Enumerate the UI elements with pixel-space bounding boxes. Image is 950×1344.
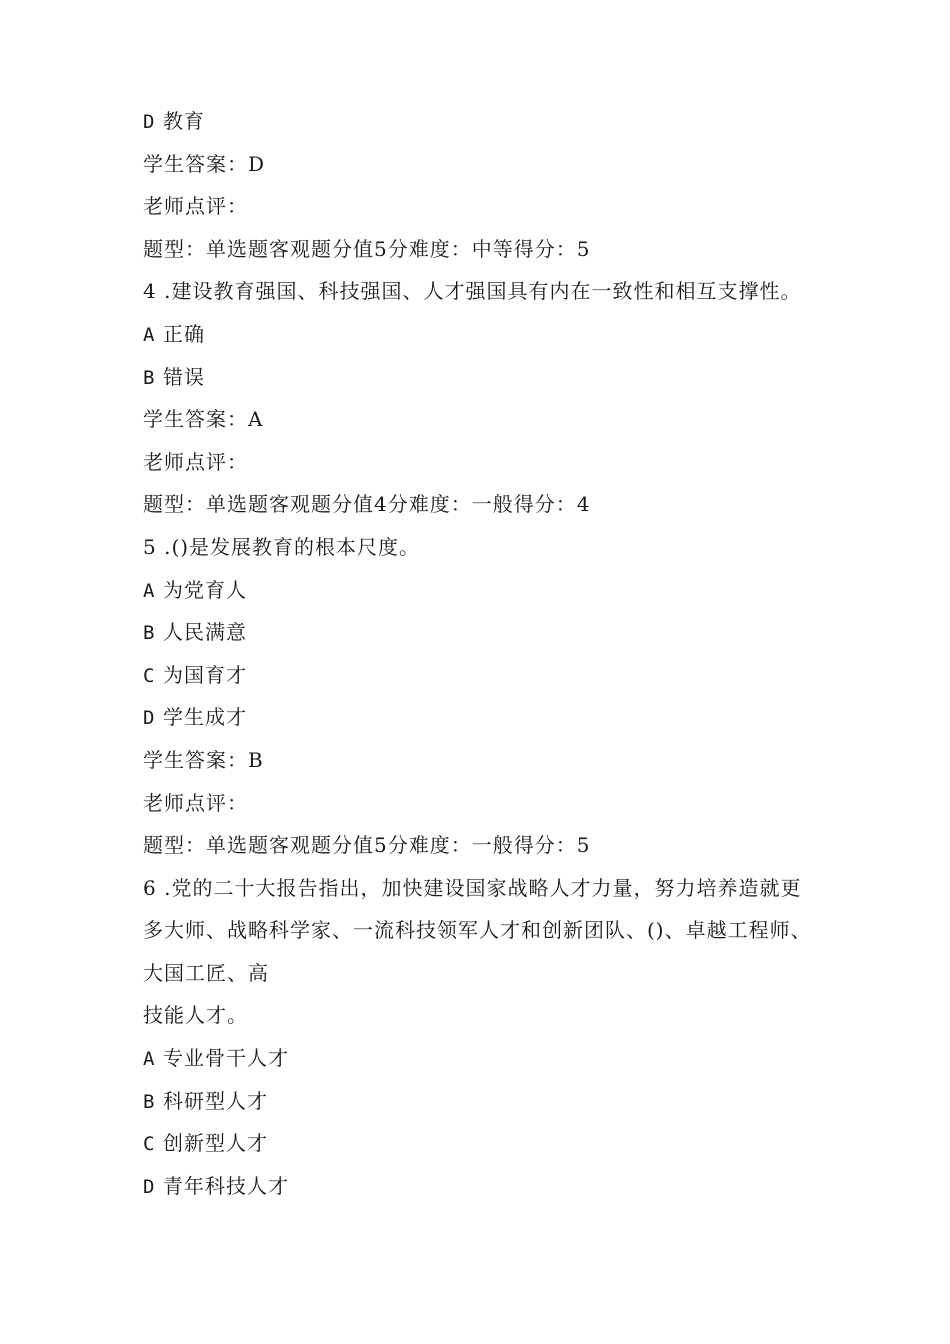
- answer-option: [143, 611, 823, 654]
- text-line: 题型：单选题客观题分值5分难度：一般得分：5: [143, 833, 591, 858]
- option-text: 青年科技人才: [163, 1173, 289, 1198]
- answer-option: [143, 356, 823, 399]
- answer-option: [143, 696, 823, 739]
- answer-option: [143, 1122, 823, 1165]
- text-line: 学生答案：A: [143, 407, 264, 432]
- text-line: 老师点评：: [143, 194, 248, 219]
- answer-option: [143, 1037, 823, 1080]
- text-line: 题型：单选题客观题分值4分难度：一般得分：4: [143, 492, 591, 517]
- option-text: 错误: [163, 364, 205, 389]
- option-text: 教育: [163, 109, 205, 133]
- text-line: 老师点评：: [143, 449, 248, 474]
- answer-option: [143, 569, 823, 612]
- answer-option: [143, 1165, 823, 1208]
- text-line: 5 .()是发展教育的根本尺度。: [143, 534, 421, 559]
- text-line: 技能人才。: [143, 1003, 248, 1028]
- option-text: 人民满意: [163, 620, 247, 645]
- answer-option: [143, 313, 823, 356]
- answer-option: [143, 1080, 823, 1123]
- option-text: 学生成才: [163, 705, 247, 730]
- option-letter: D: [143, 111, 156, 133]
- text-line: 4 .建设教育强国、科技强国、人才强国具有内在一致性和相互支撑性。: [143, 279, 802, 304]
- text-line: 大国工匠、高: [143, 960, 269, 985]
- text-line: 多大师、战略科学家、一流科技领军人才和创新团队、()、卓越工程师、: [143, 918, 812, 943]
- option-text: 为党育人: [163, 577, 247, 602]
- answer-option: [143, 654, 823, 697]
- option-text: 创新型人才: [163, 1131, 268, 1156]
- option-text: 科研型人才: [163, 1088, 268, 1113]
- text-line: 学生答案：D: [143, 151, 266, 176]
- text-line: 题型：单选题客观题分值5分难度：中等得分：5: [143, 236, 591, 261]
- text-line: 老师点评：: [143, 790, 248, 815]
- option-letter: A: [143, 579, 156, 602]
- answer-option: [143, 100, 823, 143]
- option-text: 专业骨干人才: [163, 1046, 289, 1071]
- option-letter: C: [143, 1133, 156, 1156]
- document-page: [143, 100, 823, 1207]
- option-letter: D: [143, 707, 156, 730]
- text-line: 学生答案：B: [143, 747, 264, 772]
- option-letter: B: [143, 622, 156, 645]
- text-line: 6 .党的二十大报告指出，加快建设国家战略人才力量，努力培养造就更: [143, 875, 802, 900]
- option-letter: D: [143, 1175, 156, 1198]
- option-text: 正确: [163, 321, 205, 346]
- option-letter: A: [143, 323, 156, 346]
- option-letter: A: [143, 1048, 156, 1071]
- option-letter: B: [143, 1090, 156, 1113]
- option-text: 为国育才: [163, 662, 247, 687]
- option-letter: C: [143, 664, 156, 687]
- option-letter: B: [143, 366, 156, 389]
